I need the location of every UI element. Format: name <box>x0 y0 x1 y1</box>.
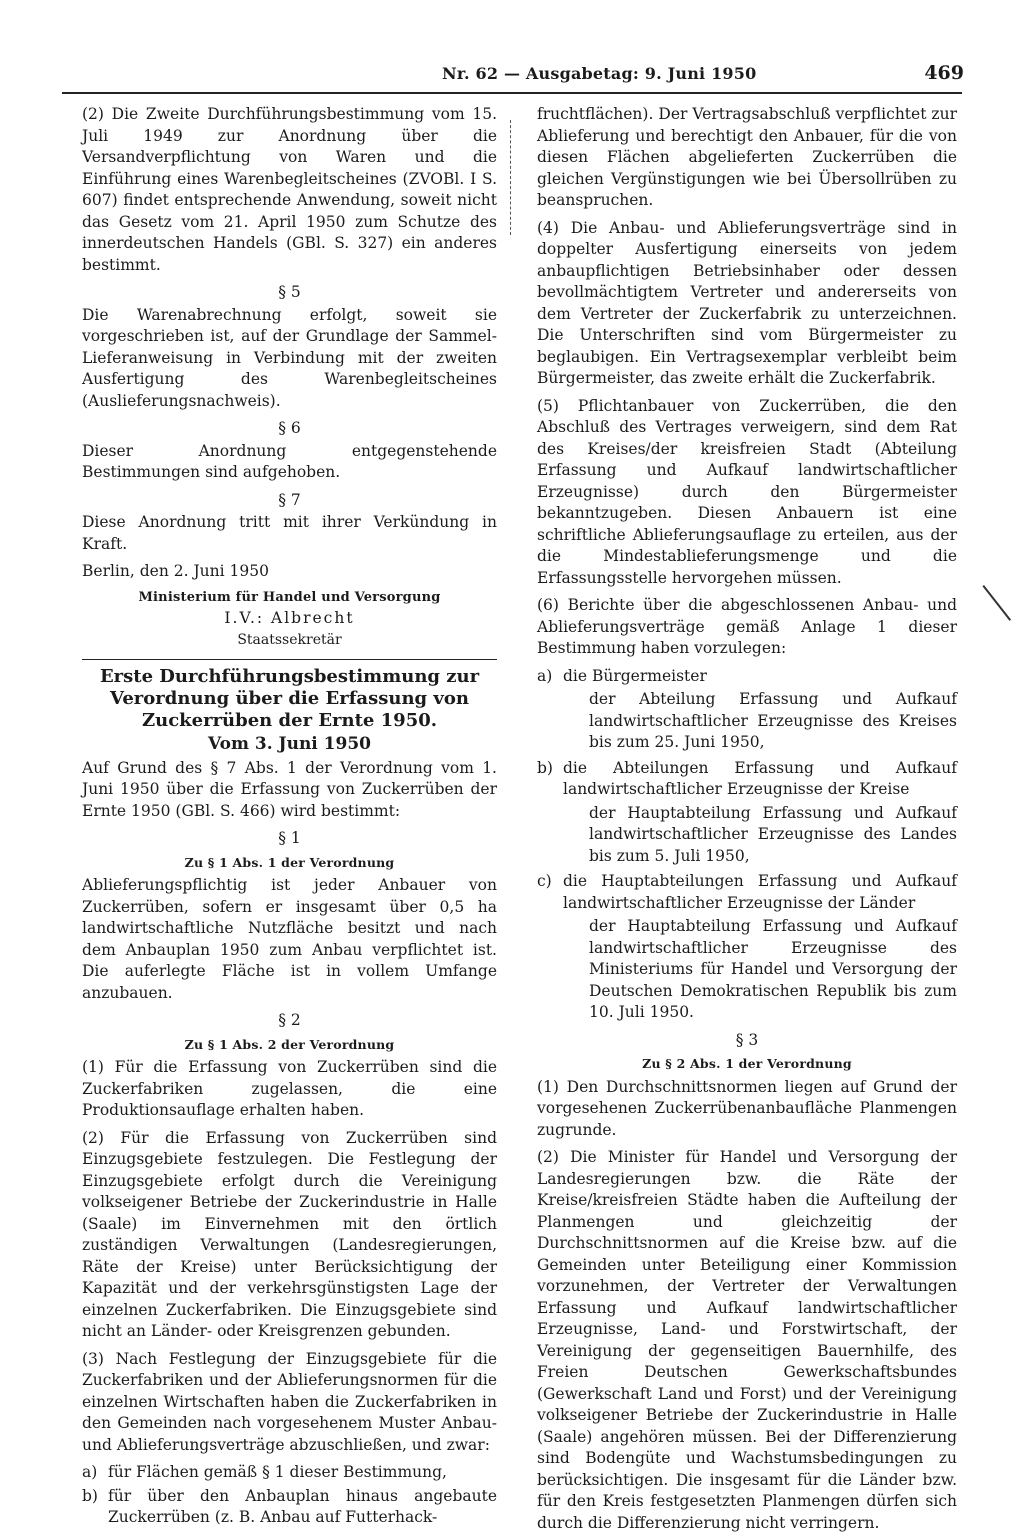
list-item-b <box>537 758 957 801</box>
margin-pen-mark <box>982 585 1011 621</box>
list-item-a-body: der Abteilung Erfassung und Aufkauf landwirtschaftlicher Erzeugnisse des Kreises bis zum 25. Juni 1950, <box>589 690 957 751</box>
section-divider <box>82 659 497 660</box>
list-item <box>82 1462 497 1484</box>
intro-paragraph: Auf Grund des § 7 Abs. 1 der Verordnung vom 1. Juni 1950 über die Erfassung von Zuckerrüben der Ernte 1950 (GBl. S. 466) wird bestimmt: <box>82 758 497 820</box>
place-date: Berlin, den 2. Juni 1950 <box>82 562 269 580</box>
list-item-a <box>537 666 957 688</box>
list-label: c) <box>537 872 552 890</box>
section-1-heading: § 1 <box>278 829 301 847</box>
list-label: a) <box>537 666 553 685</box>
section-2-para-2: (2) Für die Erfassung von Zuckerrüben sind Einzugsgebiete festzulegen. Die Festlegung der Einzugsgebiete erfolgt durch die Vereinigung volkseigener Betriebe der Zuckerindustrie in Halle (Saale) im Einvernehmen mit den örtlich zuständigen Verwaltungen (Landesregierungen, Räte der Kreise) unter Berücksichtigung der Kapazität und der verkehrsgünstigsten Lage der einzelnen Zuckerfabriken. Die Einzugsgebiete sind nicht an Länder- oder Kreisgrenzen gebunden. <box>82 1128 497 1340</box>
document-title: Erste Durchführungsbestimmung zur Verordnung über die Erfassung von Zuckerrüben der Ernte 1950. <box>99 666 480 731</box>
continuation-paragraph: fruchtflächen). Der Vertragsabschluß verpflichtet zur Ablieferung und berechtigt den Anbauer, für die von diesen Flächen abgelieferten Zuckerrüben die gleichen Vergünstigungen wie bei Übersollrüben zu beanspruchen. <box>537 105 957 209</box>
signer-name: I.V.: Albrecht <box>224 609 355 627</box>
paragraph-4: (4) Die Anbau- und Ablieferungsverträge sind in doppelter Ausfertigung einerseits von jedem anbaupflichtigen Betriebsinhaber oder dessen bevollmächtigtem Vertreter und andererseits von dem Vertreter der Zuckerfabrik zu unterzeichnen. Die Unterschriften sind vom Bürgermeister zu beglaubigen. Ein Vertragsexemplar verbleibt beim Bürgermeister, das zweite erhält die Zuckerfabrik. <box>537 218 957 387</box>
list-item-b-body: der Hauptabteilung Erfassung und Aufkauf landwirtschaftlicher Erzeugnisse des Landes bis zum 5. Juli 1950, <box>589 803 957 865</box>
paragraph-prev-2: (2) Die Zweite Durchführungsbestimmung vom 15. Juli 1949 zur Anordnung über die Versandverpflichtung von Waren und die Einführung eines Warenbegleitscheines (ZVOBl. I S. 607) findet entsprechende Anwendung, soweit nicht das Gesetz vom 21. April 1950 zum Schutze des innerdeutschen Handels (GBl. S. 327) ein anderes bestimmt. <box>82 105 497 274</box>
left-column <box>82 104 497 1531</box>
list-item-c-body: der Hauptabteilung Erfassung und Aufkauf landwirtschaftlicher Erzeugnisse des Ministeriums für Handel und Versorgung der Deutschen Demokratischen Republik bis zum 10. Juli 1950. <box>589 917 957 1021</box>
signer-title: Staatssekretär <box>237 631 342 648</box>
list-head: die Abteilungen Erfassung und Aufkauf landwirtschaftlicher Erzeugnisse der Kreise <box>563 758 957 798</box>
paragraph-5: (5) Pflichtanbauer von Zuckerrüben, die den Abschluß des Vertrages verweigern, sind dem Rat des Kreises/der kreisfreien Stadt (Abteilung Erfassung und Aufkauf landwirtschaftlicher Erzeugnisse) durch den Bürgermeister bekanntzugeben. Diesen Anbauern ist eine schriftliche Ablieferungsauflage zu erteilen, aus der die Mindestablieferungsmenge und die Erfassungsstelle hervorgehen müssen. <box>537 396 957 587</box>
paragraph-6: (6) Berichte über die abgeschlossenen Anbau- und Ablieferungsverträge gemäß Anlage 1 dieser Bestimmung haben vorzulegen: <box>537 596 957 657</box>
section-7-text: Diese Anordnung tritt mit ihrer Verkündung in Kraft. <box>82 513 497 553</box>
list-label: a) <box>82 1463 98 1481</box>
column-rule <box>510 120 511 235</box>
section-1-text: Ablieferungspflichtig ist jeder Anbauer von Zuckerrüben, sofern er insgesamt über 0,5 ha landwirtschaftliche Nutzfläche besitzt und nach dem Anbauplan 1950 zum Anbau verpflichtet ist. Die auferlegte Fläche ist in vollem Umfange anzubauen. <box>82 876 497 1002</box>
section-1-subheading: Zu § 1 Abs. 1 der Verordnung <box>184 854 395 870</box>
list-text: für über den Anbauplan hinaus angebaute Zuckerrüben (z. B. Anbau auf Futterhack- <box>108 1486 497 1526</box>
list-item-c <box>537 871 957 914</box>
issue-line: Nr. 62 — Ausgabetag: 9. Juni 1950 <box>442 64 757 83</box>
list-label: b) <box>537 758 553 777</box>
section-5-text: Die Warenabrechnung erfolgt, soweit sie vorgeschrieben ist, auf der Grundlage der Sammel-Lieferanweisung in Verbindung mit der zweiten Ausfertigung des Warenbegleitscheines (Auslieferungsnachweis). <box>82 305 497 410</box>
section-3-para-1: (1) Den Durchschnittsnormen liegen auf Grund der vorgesehenen Zuckerrübenanbaufläche Planmengen zugrunde. <box>537 1077 957 1139</box>
section-2-para-1: (1) Für die Erfassung von Zuckerrüben sind die Zuckerfabriken zugelassen, die eine Produktionsauflage erhalten haben. <box>82 1058 497 1119</box>
page-number: 469 <box>924 62 964 84</box>
page-header <box>62 58 962 88</box>
section-6-text: Dieser Anordnung entgegenstehende Bestimmungen sind aufgehoben. <box>82 441 497 481</box>
section-7-heading: § 7 <box>278 490 301 509</box>
list-head: die Bürgermeister <box>563 666 707 685</box>
header-rule <box>62 92 962 94</box>
list-item <box>82 1486 497 1529</box>
section-3-para-2: (2) Die Minister für Handel und Versorgung der Landesregierungen bzw. die Räte der Kreise/kreisfreien Städte haben die Aufteilung der Planmengen und gleichzeitig der Durchschnittsnormen auf die Kreise bzw. auf die Gemeinden unter Beteiligung einer Kommission vorzunehmen, der Vertreter der Verwaltungen Erfassung und Aufkauf landwirtschaftlicher Erzeugnisse, Land- und Forstwirtschaft, der Vereinigung der gegenseitigen Bauernhilfe, des Freien Deutschen Gewerkschaftsbundes (Gewerkschaft Land und Forst) und der Vereinigung volkseigener Betriebe der Zuckerindustrie in Halle (Saale) angehören müssen. Bei der Differenzierung sind Bodengüte und Wachstumsbedingungen zu berücksichtigen. Die insgesamt für die Länder bzw. für den Kreis festgesetzten Planmengen dürfen sich durch die Differenzierung nicht verringern. <box>537 1148 957 1532</box>
right-column <box>537 104 957 1540</box>
section-6-heading: § 6 <box>278 419 301 437</box>
document-date: Vom 3. Juni 1950 <box>208 734 371 754</box>
section-2-subheading: Zu § 1 Abs. 2 der Verordnung <box>184 1036 395 1052</box>
list-label: b) <box>82 1486 98 1505</box>
section-5-heading: § 5 <box>278 283 301 301</box>
list-text: für Flächen gemäß § 1 dieser Bestimmung, <box>108 1463 447 1481</box>
list-head: die Hauptabteilungen Erfassung und Aufkauf landwirtschaftlicher Erzeugnisse der Länder <box>563 872 957 912</box>
section-2-heading: § 2 <box>278 1011 301 1029</box>
section-3-subheading: Zu § 2 Abs. 1 der Verordnung <box>642 1056 852 1071</box>
ministry-name: Ministerium für Handel und Versorgung <box>138 589 441 605</box>
section-2-para-3: (3) Nach Festlegung der Einzugsgebiete für die Zuckerfabriken und der Ablieferungsnormen für die einzelnen Wirtschaften haben die Zuckerfabriken in den Gemeinden nach vorgesehenem Muster Anbau- und Ablieferungsverträge abzuschließen, und zwar: <box>82 1349 497 1454</box>
section-3-heading: § 3 <box>735 1030 759 1049</box>
